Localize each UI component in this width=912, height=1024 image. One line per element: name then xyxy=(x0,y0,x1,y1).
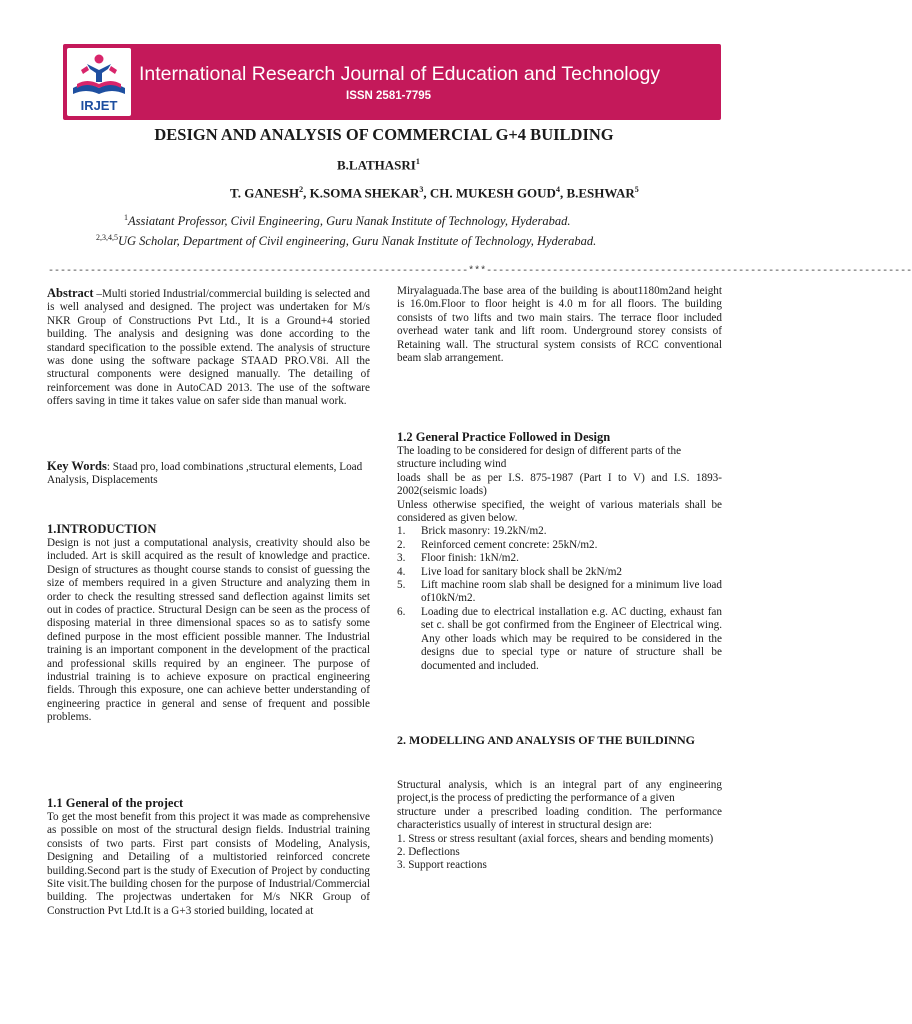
project-continuation xyxy=(397,285,722,365)
svg-text:IRJET: IRJET xyxy=(80,98,118,113)
author-mark: 4 xyxy=(555,185,560,194)
general-project-section xyxy=(47,796,370,918)
author-mark: 3 xyxy=(419,185,424,194)
affiliation-2: $^{2,3,4,5}$UG Scholar, Department of Civil engineering, Guru Nanak Institute of Technology, Hyderabad. xyxy=(96,233,597,249)
introduction-text: Design is not just a computational analysis, creativity should also be included. Art is skill acquired as the result of knowledge and practice. Design of structures as thought course stands to consist of guessing the size of members required in a given Structure and analyzing them in order to check the resulting stressed sand deflection against limits set out in codes of practice. Structural Design can be seen as the process of disposing material in three dimensional spaces so as to satisfy some defined purpose in the most efficient possible manner. The Industrial training is an important component in the development of the practical and professional skills required by an engineer. The purpose of industrial training is to achieve exposure on practical engineering fields. Through this exposure, one can achieve better understanding of engineering practice in general and sense of frequent and possible problems. xyxy=(47,537,370,724)
issn-label: ISSN 2581-7795 xyxy=(346,90,432,102)
journal-banner xyxy=(63,44,721,120)
modelling-text-1: Structural analysis, which is an integral part of any engineering project,is the process of predicting the performance of a given xyxy=(397,779,722,805)
general-project-heading: 1.1 General of the project xyxy=(47,796,184,810)
journal-name: International Research Journal of Education and Technology xyxy=(139,63,661,85)
list-item: 6. Loading due to electrical installation e.g. AC ducting, exhaust fan set c. shall be got confirmed from the Engineer of Electrical wing. Any other loads which may be required to be considered in the designs due to special type or nature of structure shall be documented and included. xyxy=(397,605,722,672)
author-name: CH. MUKESH GOUD xyxy=(429,185,556,201)
list-item: 1. Brick masonry: 19.2kN/m2. xyxy=(397,525,547,538)
journal-logo xyxy=(67,48,131,116)
author-name: B.LATHASRI xyxy=(337,157,416,173)
section-divider: ----------------------------------------------------------------------***----------------------------------------------------------------------- xyxy=(48,266,912,277)
author-mark: 2 xyxy=(299,185,304,194)
list-item: 2. Reinforced cement concrete: 25kN/m2. xyxy=(397,538,598,551)
abstract-text: –Multi storied Industrial/commercial building is selected and is well analysed and designed. The project was undertaken for M/s NKR Group of Constructions Pvt Ltd., It is a Ground+4 storied building. The analysis and designing was done according to the standard specification to the possible extend. The analysis of structure was done using the software package STAAD PRO.V8i. All the structural components were designed manually. The detailing of reinforcement was done in AutoCAD 2013. The use of the software offers saving in time it takes value on safer side than manual work. xyxy=(47,288,370,408)
general-practice-heading: 1.2 General Practice Followed in Design xyxy=(397,430,611,444)
practice-codes: loads shall be as per I.S. 875-1987 (Part I to V) and I.S. 1893-2002(seismic loads) xyxy=(397,471,722,498)
characteristics-list xyxy=(397,833,722,873)
list-item: 4. Live load for sanitary block shall be 2kN/m2 xyxy=(397,565,623,578)
introduction-heading: 1.INTRODUCTION xyxy=(47,522,157,536)
abstract-section xyxy=(47,287,370,409)
list-item: 3. Floor finish: 1kN/m2. xyxy=(397,552,519,565)
introduction-section xyxy=(47,522,370,725)
list-item: 3. Support reactions xyxy=(397,859,487,872)
author-list: T. GANESH$^2$, K.SOMA SHEKAR$^3$, CH. MUKESH GOUD$^4$, B.ESHWAR$^5$ xyxy=(230,185,639,201)
list-item: 5. Lift machine room slab shall be designed for a minimum live load of10kN/m2. xyxy=(397,579,722,605)
author-name: T. GANESH xyxy=(230,185,300,201)
keywords-text: : Staad pro, load combinations ,structural elements, Load Analysis, Displacements xyxy=(47,461,363,487)
modelling-text-2: structure under a prescribed loading condition. The performance characteristics usually of interest in structural design are: xyxy=(397,805,722,832)
author-mark: 1 xyxy=(415,157,420,166)
irjet-logo-icon xyxy=(67,48,131,116)
list-item: 1. Stress or stress resultant (axial forces, shears and bending moments) xyxy=(397,832,714,845)
modelling-heading: 2. MODELLING AND ANALYSIS OF THE BUILDINNG xyxy=(397,733,695,747)
author-mark: 5 xyxy=(634,185,639,194)
list-item: 2. Deflections xyxy=(397,846,460,859)
abstract-heading: Abstract xyxy=(47,286,94,300)
keywords-heading: Key Words xyxy=(47,459,107,473)
practice-intro: The loading to be considered for design of different parts of the structure including wind xyxy=(397,445,682,471)
first-author xyxy=(337,157,420,173)
load-list xyxy=(397,525,722,672)
author-name: B.ESHWAR xyxy=(566,185,635,201)
paper-title: DESIGN AND ANALYSIS OF COMMERCIAL G+4 BUILDING xyxy=(154,125,614,144)
author-name: K.SOMA SHEKAR xyxy=(309,185,420,201)
modelling-section xyxy=(397,733,722,748)
continuation-text: Miryalaguada.The base area of the building is about1180m2and height is 16.0m.Floor to floor height is 4.0 m for all floors. The building consists of two lifts and two main stairs. The terrace floor included overhead water tank and lift room. Underground storey consists of Retaining wall. The structural system consists of RCC conventional beam slab arrangement. xyxy=(397,285,722,365)
keywords-section xyxy=(47,460,370,488)
practice-weights: Unless otherwise specified, the weight of various materials shall be considered as given below. xyxy=(397,498,722,525)
modelling-body xyxy=(397,779,722,873)
general-practice-section xyxy=(397,430,722,673)
affiliation-1: $^1$Assiatant Professor, Civil Engineering, Guru Nanak Institute of Technology, Hyderabad. xyxy=(124,213,571,229)
general-project-text: To get the most benefit from this project it was made as comprehensive as possible on most of the structural design fields. Industrial training consists of two parts. First part consists of Modeling, Analysis, Designing and Detailing of a multistoried reinforced concrete building.Second part is the study of Execution of Project by conducting Site visit.The building chosen for the purpose of Industrial/Commercial building. The projectwas undertaken for M/s NKR Group of Construction Pvt Ltd.It is a G+3 storied building, located at xyxy=(47,811,370,917)
